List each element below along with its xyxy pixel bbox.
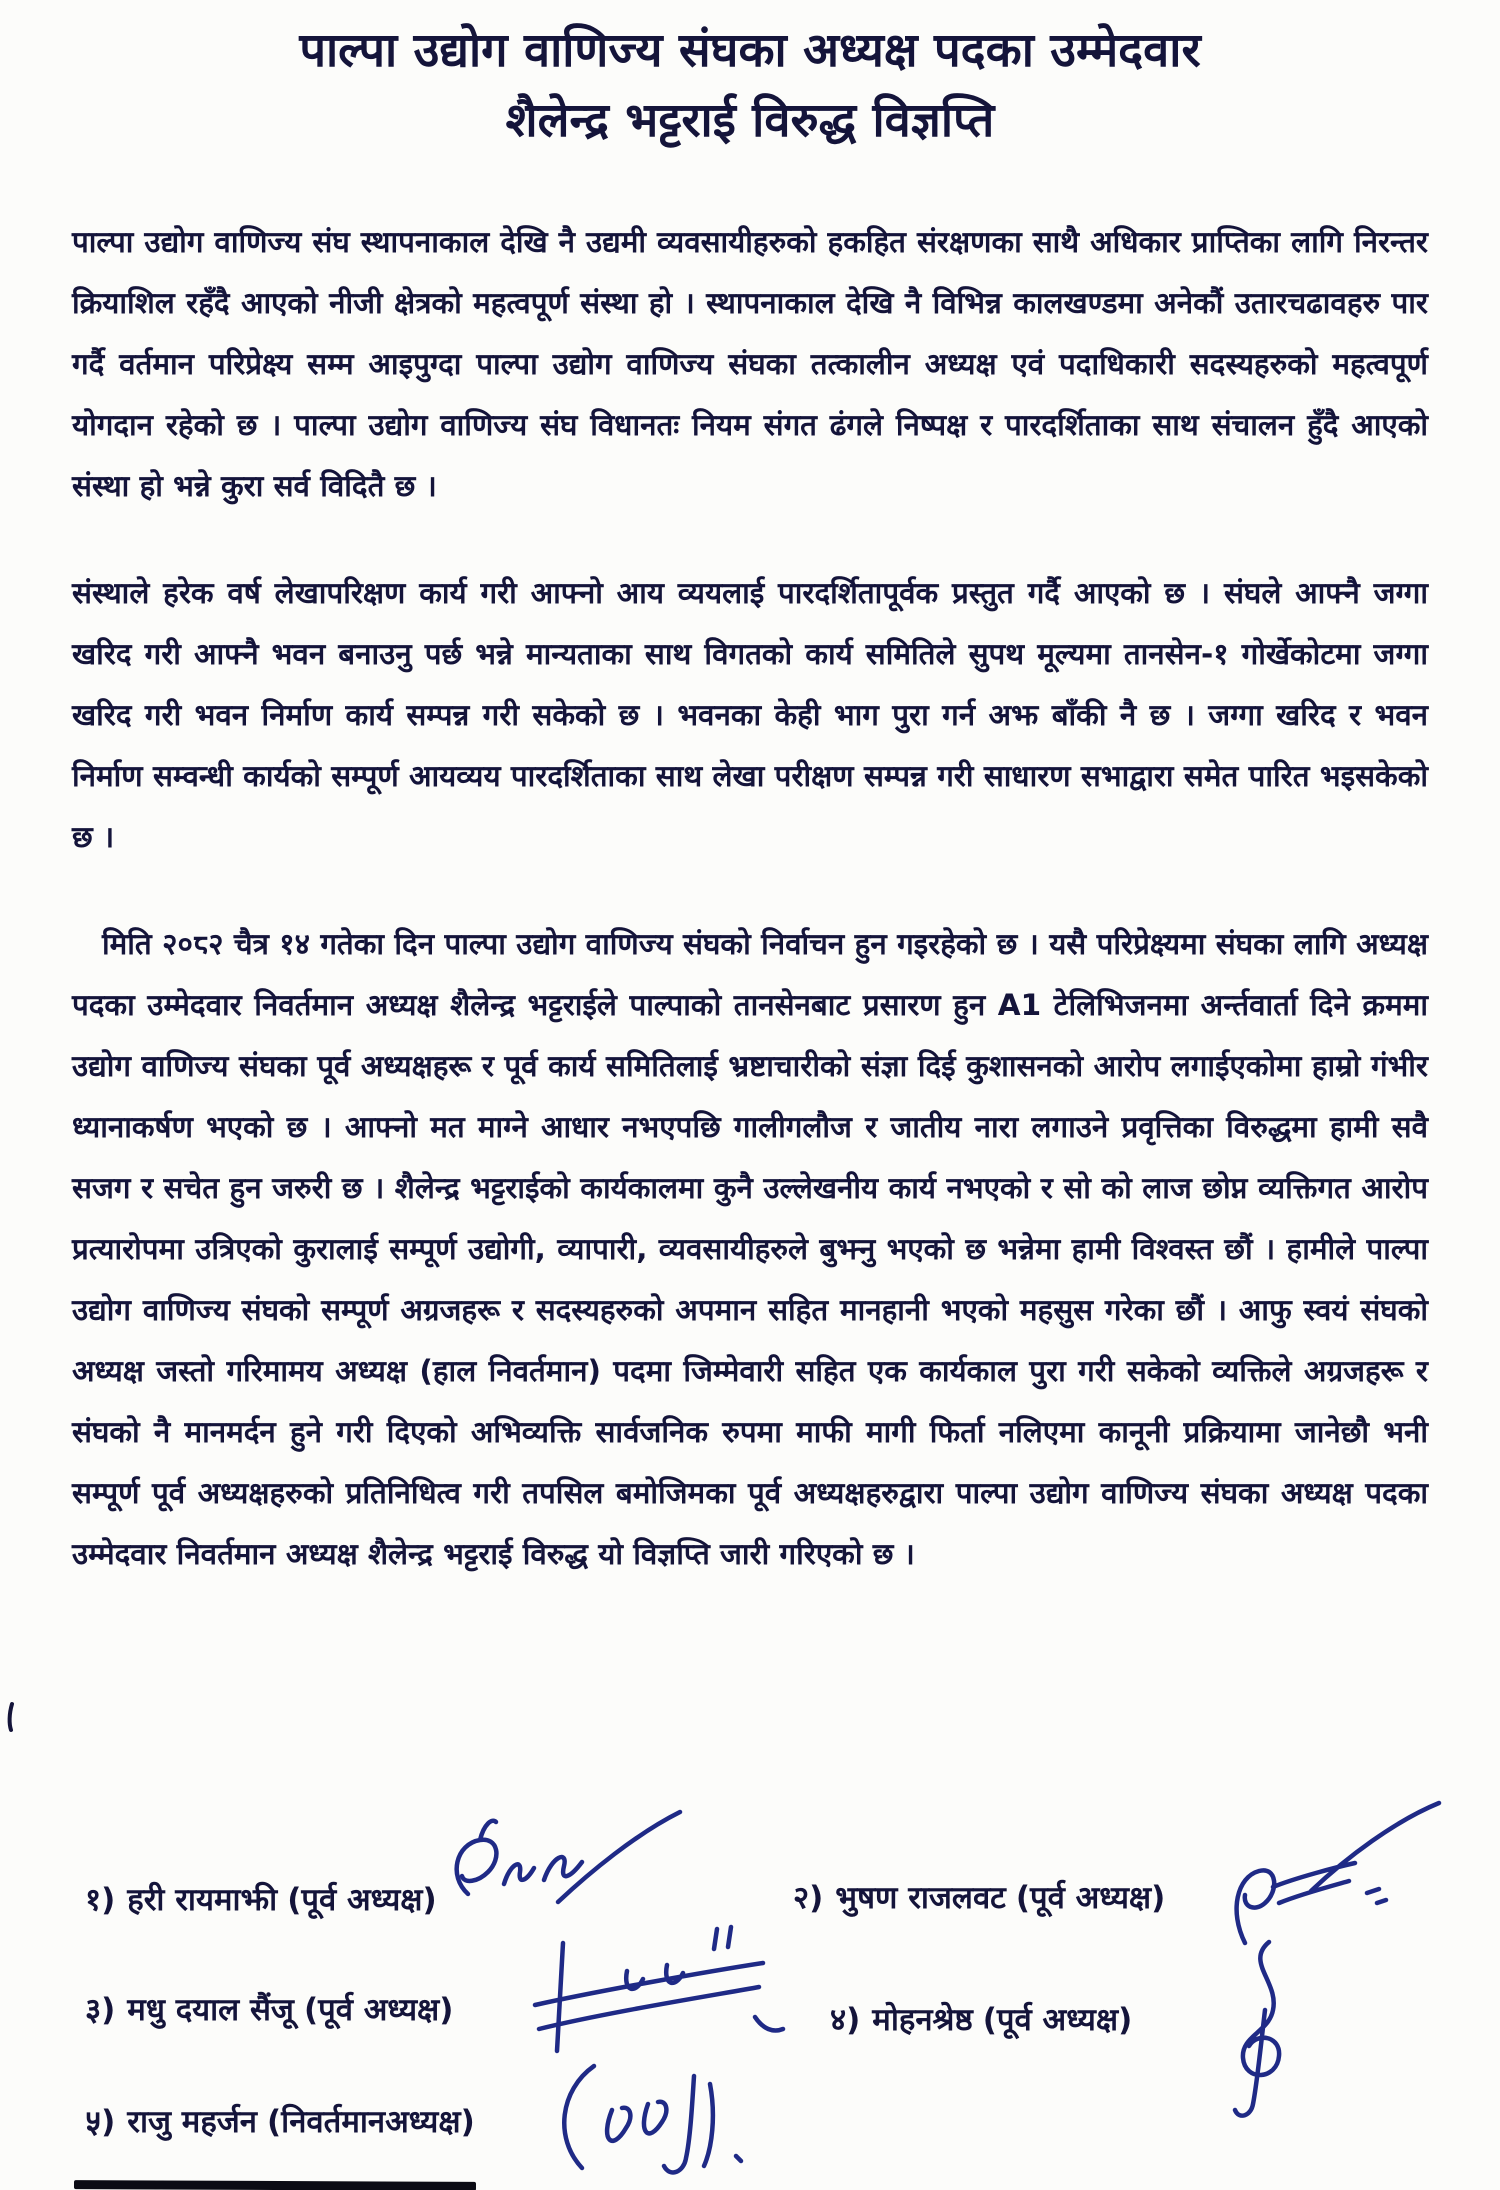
paragraph-introduction: पाल्पा उद्योग वाणिज्य संघ स्थापनाकाल देखि नै उद्यमी व्यवसायीहरुको हकहित संरक्षणका साथै अधिकार प्राप्तिका लागि निरन्तर क्रियाशिल रहँदै आएको नीजी क्षेत्रको महत्वपूर्ण संस्था हो । स्थापनाकाल देखि नै विभिन्न कालखण्डमा अनेकौं उतारचढावहरु पार गर्दै वर्तमान परिप्रेक्ष्य सम्म आइपुग्दा पाल्पा उद्योग वाणिज्य संघका तत्कालीन अध्यक्ष एवं पदाधिकारी सदस्यहरुको महत्वपूर्ण योगदान रहेको छ । पाल्पा उद्योग वाणिज्य संघ विधानतः नियम संगत ढंगले निष्पक्ष र पारदर्शिताका साथ संचालन हुँदै आएको संस्था हो भन्ने कुरा सर्व विदितै छ । [72, 225, 1428, 503]
signatory-name: हरी रायमाझी [127, 1882, 278, 1918]
signature-raju-maharjan-icon [540, 2048, 780, 2190]
signatory-name: मोहनश्रेष्ठ [872, 2002, 973, 2038]
document-body [0, 212, 1500, 1585]
signatory-item-1 [85, 1878, 437, 1920]
signatory-number: ४) [830, 2002, 861, 2038]
scan-speck-artifact [4, 1700, 18, 1734]
signature-hari-raymajhi-icon [440, 1806, 690, 1936]
signatory-item-3 [85, 1988, 453, 2030]
document-header [0, 0, 1500, 156]
paragraph-audit-building: संस्थाले हरेक वर्ष लेखापरिक्षण कार्य गरी आफ्नो आय व्ययलाई पारदर्शितापूर्वक प्रस्तुत गर्दै आएको छ । संघले आफ्नै जग्गा खरिद गरी आफ्नै भवन बनाउनु पर्छ भन्ने मान्यताका साथ विगतको कार्य समितिले सुपथ मूल्यमा तानसेन-१ गोर्खेकोटमा जग्गा खरिद गरी भवन निर्माण कार्य सम्पन्न गरी सकेको छ । भवनका केही भाग पुरा गर्न अझ बाँकी नै छ । जग्गा खरिद र भवन निर्माण सम्वन्धी कार्यको सम्पूर्ण आयव्यय पारदर्शिताका साथ लेखा परीक्षण सम्पन्न गरी साधारण सभाद्वारा समेत पारित भइसकेको छ । [72, 576, 1428, 854]
page-title [0, 16, 1500, 156]
title-line-2: शैलेन्द्र भट्टराई विरुद्ध विज्ञप्ति [505, 93, 995, 148]
signatory-role: (पूर्व अध्यक्ष) [1015, 1880, 1166, 1916]
signatory-name: मधु दयाल सैंजू [127, 1992, 294, 2028]
signature-bhushan-rajalwat-icon [1215, 1793, 1455, 1963]
signatory-number: १) [85, 1882, 116, 1918]
signatory-item-2 [793, 1876, 1165, 1918]
signatory-item-5 [85, 2100, 475, 2142]
title-line-1: पाल्पा उद्योग वाणिज्य संघका अध्यक्ष पदका उम्मेदवार [299, 23, 1201, 78]
signatory-number: ३) [85, 1992, 116, 2028]
signatory-number: ५) [85, 2104, 116, 2140]
signatory-role: (पूर्व अध्यक्ष) [287, 1882, 437, 1918]
scan-edge-artifact [74, 2180, 476, 2190]
signatory-role: (पूर्व अध्यक्ष) [303, 1992, 454, 2028]
signatory-name: भुषण राजलवट [835, 1880, 1006, 1916]
signatory-number: २) [793, 1880, 824, 1916]
signatory-role: (निवर्तमानअध्यक्ष) [267, 2104, 475, 2140]
paragraph-election-statement: मिति २०८२ चैत्र १४ गतेका दिन पाल्पा उद्योग वाणिज्य संघको निर्वाचन हुन गइरहेको छ । यसै परिप्रेक्ष्यमा संघका लागि अध्यक्ष पदका उम्मेदवार निवर्तमान अध्यक्ष शैलेन्द्र भट्टराईले पाल्पाको तानसेनबाट प्रसारण हुन A1 टेलिभिजनमा अर्न्तवार्ता दिने क्रममा उद्योग वाणिज्य संघका पूर्व अध्यक्षहरू र पूर्व कार्य समितिलाई भ्रष्टाचारीको संज्ञा दिई कुशासनको आरोप लगाईएकोमा हाम्रो गंभीर ध्यानाकर्षण भएको छ । आफ्नो मत माग्ने आधार नभएपछि गालीगलौज र जातीय नारा लगाउने प्रवृत्तिका विरुद्धमा हामी सवै सजग र सचेत हुन जरुरी छ । शैलेन्द्र भट्टराईको कार्यकालमा कुनै उल्लेखनीय कार्य नभएको र सो को लाज छोप्न व्यक्तिगत आरोप प्रत्यारोपमा उत्रिएको कुरालाई सम्पूर्ण उद्योगी, व्यापारी, व्यवसायीहरुले बुझ्नु भएको छ भन्नेमा हामी विश्वस्त छौं । हामीले पाल्पा उद्योग वाणिज्य संघको सम्पूर्ण अग्रजहरू र सदस्यहरुको अपमान सहित मानहानी भएको महसुस गरेका छौं । आफु स्वयं संघको अध्यक्ष जस्तो गरिमामय अध्यक्ष (हाल निवर्तमान) पदमा जिम्मेवारी सहित एक कार्यकाल पुरा गरी सकेको व्यक्तिले अग्रजहरू र संघको नै मानमर्दन हुने गरी दिएको अभिव्यक्ति सार्वजनिक रुपमा माफी मागी फिर्ता नलिएमा कानूनी प्रक्रियामा जानेछौ भनी सम्पूर्ण पूर्व अध्यक्षहरुको प्रतिनिधित्व गरी तपसिल बमोजिमका पूर्व अध्यक्षहरुद्वारा पाल्पा उद्योग वाणिज्य संघका अध्यक्ष पदका उम्मेदवार निवर्तमान अध्यक्ष शैलेन्द्र भट्टराई विरुद्ध यो विज्ञप्ति जारी गरिएको छ । [72, 927, 1428, 1571]
signatory-name: राजु महर्जन [127, 2104, 258, 2140]
signatory-item-4 [830, 1998, 1132, 2040]
signature-madhu-dayal-sainju-icon [505, 1903, 795, 2078]
signatory-role: (पूर्व अध्यक्ष) [982, 2002, 1133, 2038]
signature-mohan-shrestha-icon [1203, 1926, 1333, 2126]
